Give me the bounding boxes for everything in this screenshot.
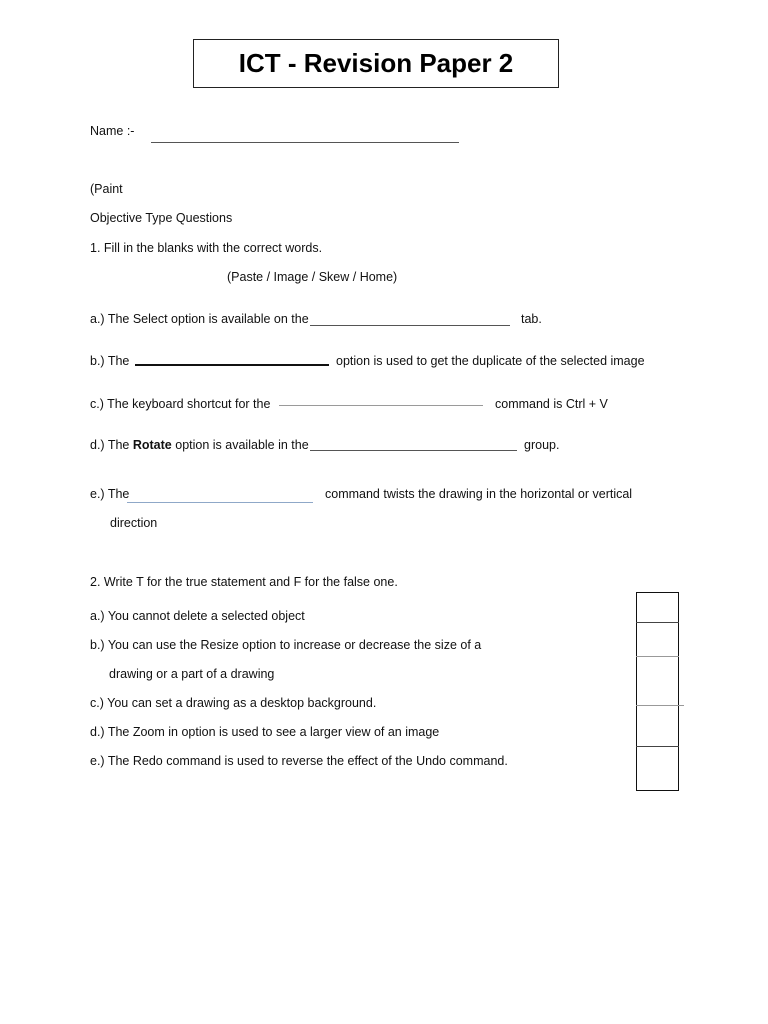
title-box — [193, 39, 559, 88]
page-title: ICT - Revision Paper 2 — [238, 48, 514, 78]
q1c-blank[interactable] — [279, 405, 483, 406]
q1c-text-before: c.) The keyboard shortcut for the — [90, 397, 271, 411]
section-heading: Objective Type Questions — [90, 211, 233, 225]
name-label: Name :- — [90, 124, 135, 138]
q1-word-bank: (Paste / Image / Skew / Home) — [227, 270, 398, 284]
q1e-text-after: command twists the drawing in the horizontal or vertical — [325, 487, 633, 501]
q2c-statement: c.) You can set a drawing as a desktop background. — [90, 696, 377, 710]
q1e-blank[interactable] — [127, 502, 313, 503]
q1b-blank[interactable] — [135, 364, 329, 366]
q2-instruction: 2. Write T for the true statement and F for the false one. — [90, 575, 398, 589]
q1d-text-after: group. — [524, 438, 560, 452]
q1-instruction: 1. Fill in the blanks with the correct words. — [90, 241, 323, 255]
tf-answer-box-c-divider[interactable] — [636, 705, 684, 706]
q1a-blank[interactable] — [310, 325, 510, 326]
q1d-text-mid: option is available in the — [175, 438, 309, 452]
tf-answer-box-a-divider[interactable] — [636, 622, 679, 623]
q1b-text-before: b.) The — [90, 354, 130, 368]
q2b-statement-cont: drawing or a part of a drawing — [109, 667, 275, 681]
q1d-bold-word: Rotate — [132, 438, 172, 452]
q1a-text-after: tab. — [521, 312, 542, 326]
q1d-blank[interactable] — [310, 450, 517, 451]
q1c-text-after: command is Ctrl + V — [495, 397, 608, 411]
q1a-text-before: a.) The Select option is available on the — [90, 312, 309, 326]
q1d-text — [90, 437, 309, 453]
q2a-statement: a.) You cannot delete a selected object — [90, 609, 305, 623]
name-blank[interactable] — [151, 142, 459, 143]
q1e-text-cont: direction — [110, 516, 158, 530]
tf-answer-box-d-divider[interactable] — [636, 746, 679, 747]
q2e-statement: e.) The Redo command is used to reverse the effect of the Undo command. — [90, 754, 508, 768]
subject-text: (Paint — [90, 182, 123, 196]
q1b-text-after: option is used to get the duplicate of the selected image — [336, 354, 645, 368]
q1e-text-before: e.) The — [90, 487, 130, 501]
q2b-statement: b.) You can use the Resize option to increase or decrease the size of a — [90, 638, 482, 652]
q1d-text-before: d.) The — [90, 438, 130, 452]
tf-answer-box-b-divider[interactable] — [636, 656, 679, 657]
q2d-statement: d.) The Zoom in option is used to see a larger view of an image — [90, 725, 440, 739]
